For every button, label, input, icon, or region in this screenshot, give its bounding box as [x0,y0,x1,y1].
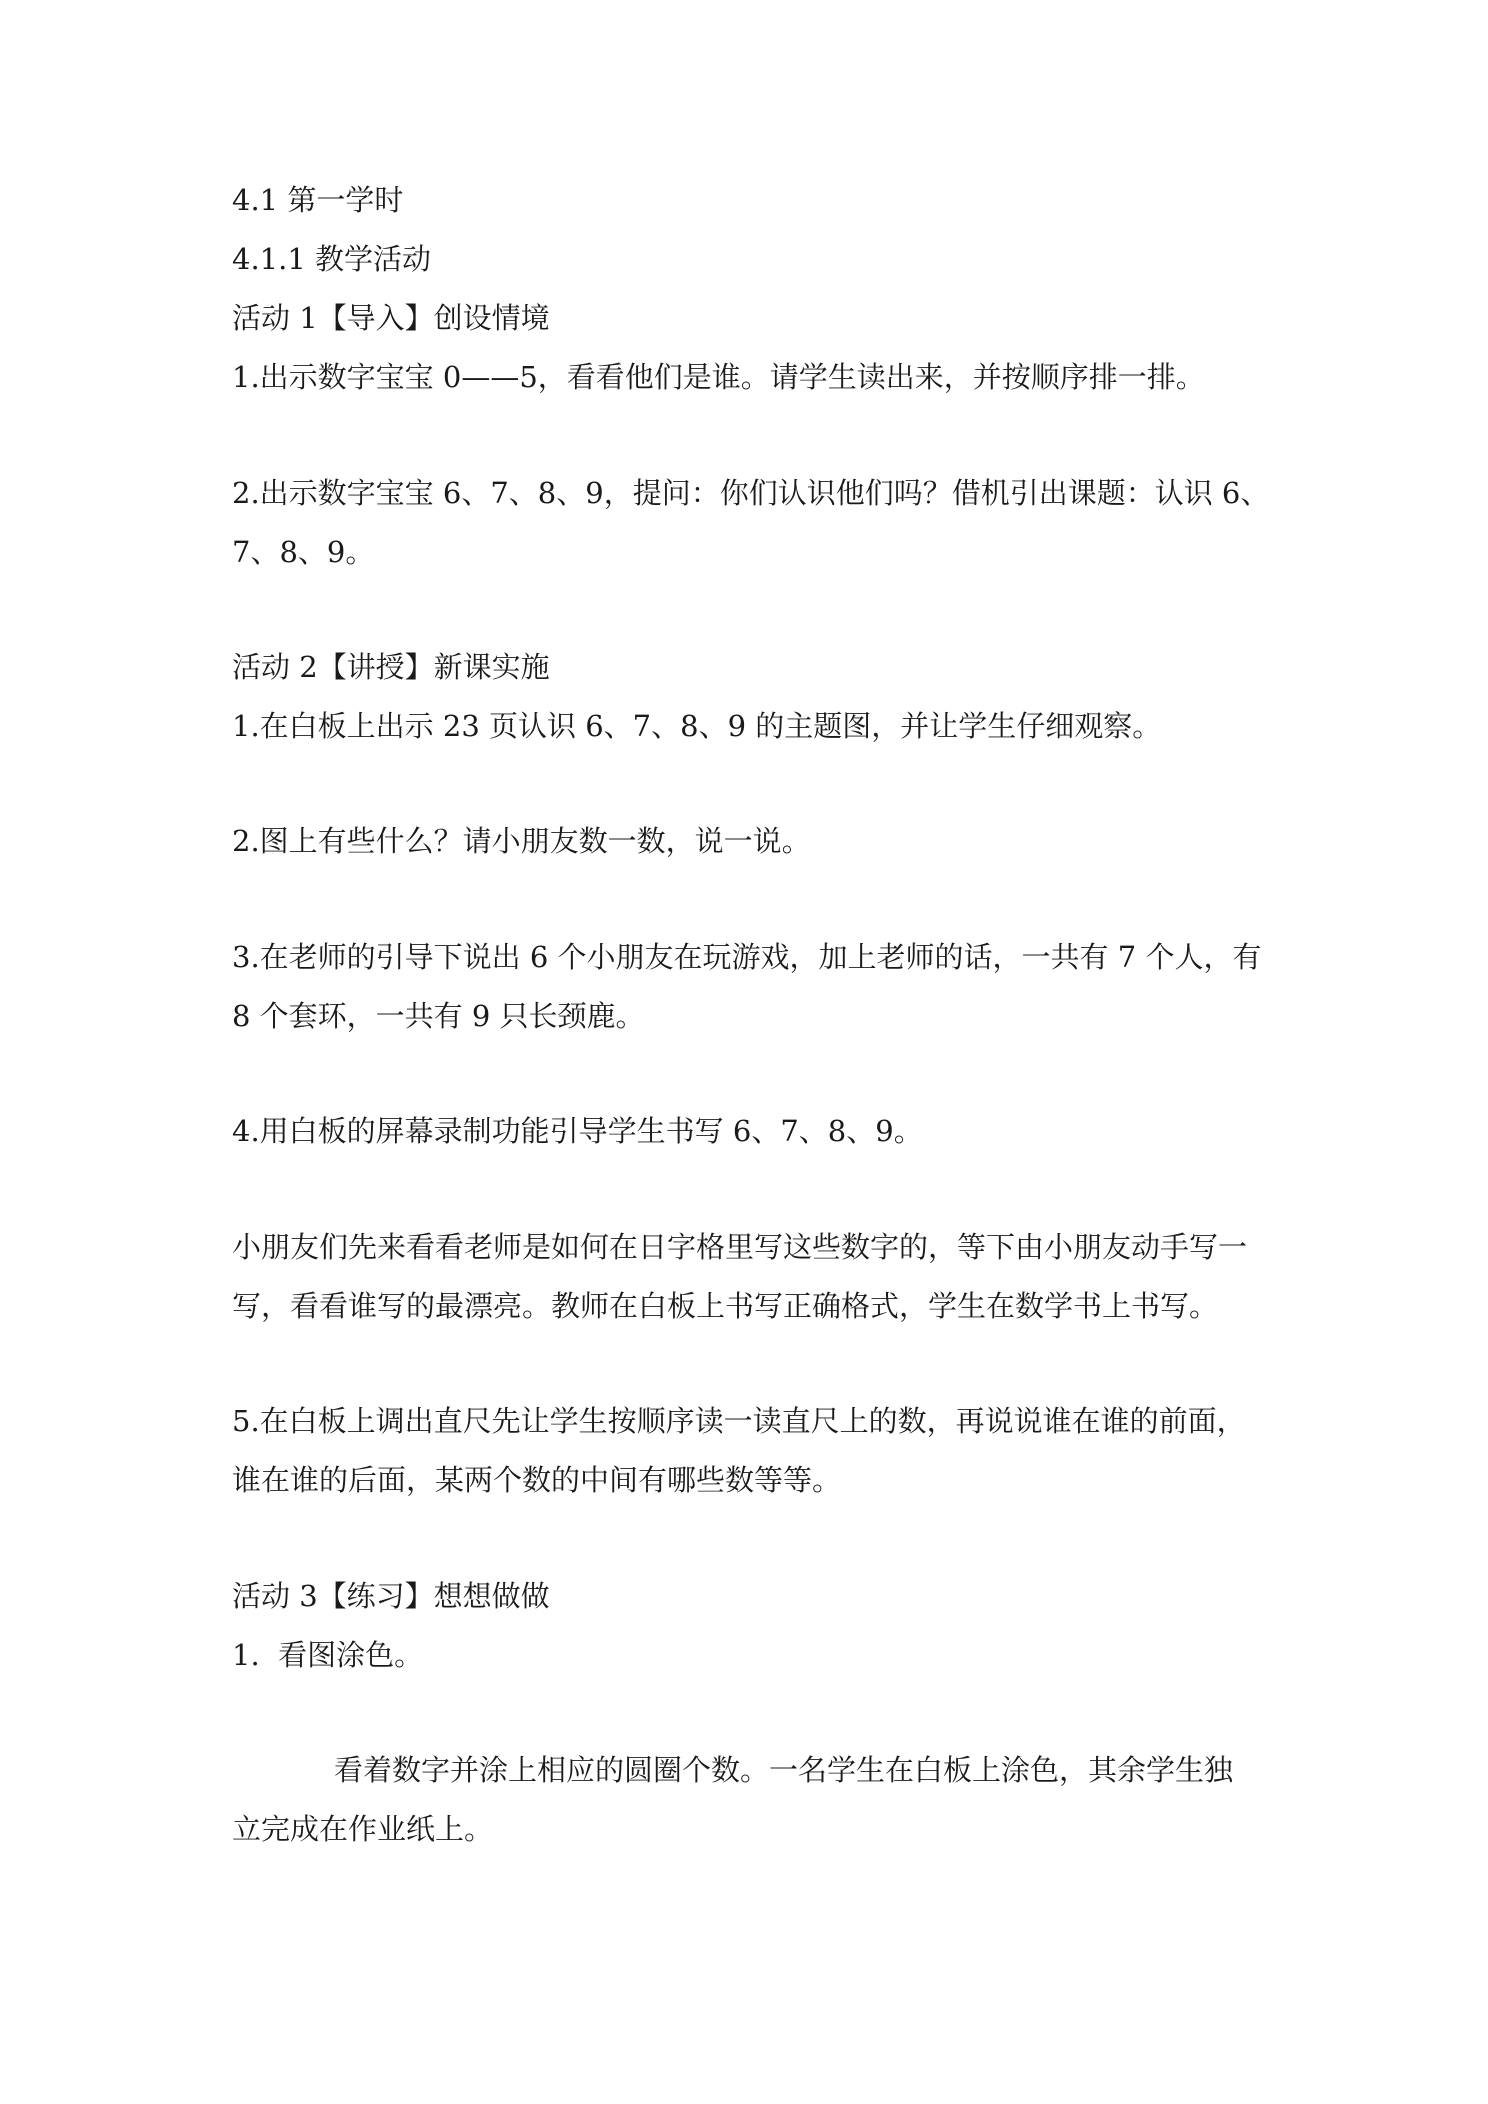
activity1-paragraph-2-line-2: 7、8、9。 [232,535,375,569]
activity1-heading: 活动 1【导入】创设情境 [232,301,550,335]
activity3-paragraph-2-line-2: 立完成在作业纸上。 [232,1812,494,1846]
activity2-paragraph-2: 2.图上有些什么？请小朋友数一数，说一说。 [232,824,811,858]
activity2-heading: 活动 2【讲授】新课实施 [232,650,550,684]
activity2-paragraph-5-line-1: 小朋友们先来看看老师是如何在日字格里写这些数字的，等下由小朋友动手写一 [232,1230,1248,1264]
activity2-paragraph-6-line-2: 谁在谁的后面，某两个数的中间有哪些数等等。 [232,1463,842,1497]
section-title: 4.1 第一学时 [232,183,404,217]
activity1-paragraph-1: 1.出示数字宝宝 0——5，看看他们是谁。请学生读出来，并按顺序排一排。 [232,360,1205,394]
activity2-paragraph-4: 4.用白板的屏幕录制功能引导学生书写 6、7、8、9。 [232,1114,923,1148]
activity2-paragraph-6-line-1: 5.在白板上调出直尺先让学生按顺序读一读直尺上的数，再说说谁在谁的前面， [232,1404,1246,1438]
activity1-paragraph-2-line-1: 2.出示数字宝宝 6、7、8、9，提问：你们认识他们吗？借机引出课题：认识 6、 [232,476,1270,510]
activity2-paragraph-1: 1.在白板上出示 23 页认识 6、7、8、9 的主题图，并让学生仔细观察。 [232,709,1162,743]
activity2-paragraph-3-line-2: 8 个套环，一共有 9 只长颈鹿。 [232,999,645,1033]
activity3-paragraph-2-line-1: 看着数字并涂上相应的圆圈个数。一名学生在白板上涂色，其余学生独 [334,1753,1234,1787]
activity2-paragraph-5-line-2: 写，看看谁写的最漂亮。教师在白板上书写正确格式，学生在数学书上书写。 [232,1289,1219,1323]
activity2-paragraph-3-line-1: 3.在老师的引导下说出 6 个小朋友在玩游戏，加上老师的话，一共有 7 个人，有 [232,940,1262,974]
subsection-title: 4.1.1 教学活动 [232,242,432,276]
activity3-paragraph-1: 1. 看图涂色。 [232,1638,424,1672]
activity3-heading: 活动 3【练习】想想做做 [232,1579,550,1613]
